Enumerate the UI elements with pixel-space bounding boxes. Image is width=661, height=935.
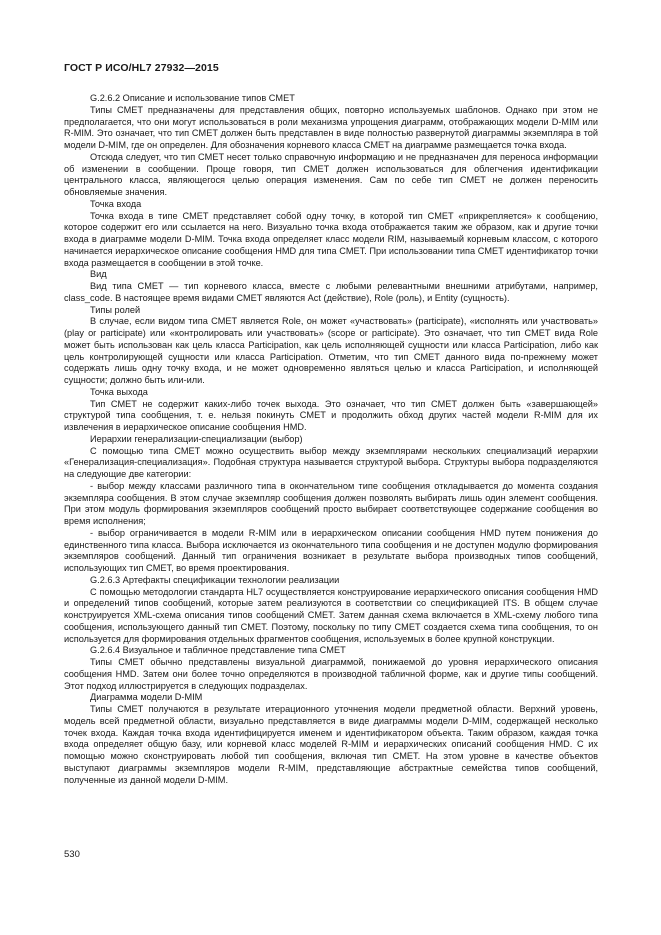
paragraph: Точка входа в типе CMET представляет собой одну точку, в которой тип CMET «прикрепляется» к сообщению, которое содержит его или ссылается на него. Визуально точка входа отображается таким же образом, как и другие точки входа в диаграмме модели D-MIM. Точка входа определяет класс модели RIM, называемый корневым классом, с которого начинается иерархическое описание сообщения HMD для типа CMET. При использовании типа CMET идентификатор точки входа размещается в сообщении в этой точке. xyxy=(64,210,598,268)
section-heading: G.2.6.4 Визуальное и табличное представление типа CMET xyxy=(90,645,346,656)
paragraph: - выбор ограничивается в модели R-MIM или в иерархическом описании сообщения HMD путем понижения до единственного типа класса. Выбора исключается из окончательного типа сообщения и не доступен модулю формирования экземпляров сообщений. Данный тип ограничения возникает в результате выбора производных типов сообщений, использующих тип CMET, во время проектирования. xyxy=(64,527,598,573)
section-heading: Типы ролей xyxy=(90,304,141,315)
page-number: 530 xyxy=(64,849,80,860)
paragraph: В случае, если видом типа CMET является Role, он может «участвовать» (participate), «исполнять или участвовать» (play or participate) или «контролировать или участвовать» (scope or participate). Это означает, что тип CMET вида Role может быть использован как цель класса Participation, как цель исполняющей сущности или класса Participation, либо как цель контролирующей сущности или класса Participation. Отметим, что тип CMET данного вида по-прежнему может содержать лишь одну точку входа, и не может одновременно являться целью и класса Participation, и исполняющей сущности; должно быть или-или. xyxy=(64,316,598,385)
body-text xyxy=(64,93,598,786)
section-heading: Точка входа xyxy=(90,198,142,209)
section-heading: Вид xyxy=(90,269,107,280)
paragraph: - выбор между классами различного типа в окончательном типе сообщения откладывается до момента создания экземпляра сообщения. В этом случае экземпляр сообщения должен позволять выбирать лишь один элемент сообщения. При этом модуль формирования экземпляров сообщений просто выбирает соответствующее содержание сообщения во время исполнения; xyxy=(64,480,598,526)
section-heading: Иерархии генерализации-специализации (выбор) xyxy=(90,433,303,444)
section-heading: G.2.6.3 Артефакты спецификации технологии реализации xyxy=(90,574,340,585)
standard-header: ГОСТ Р ИСО/HL7 27932—2015 xyxy=(64,62,219,74)
section-heading: Точка выхода xyxy=(90,386,148,397)
paragraph: Вид типа CMET — тип корневого класса, вместе с любыми релевантными внешними атрибутами, например, class_code. В настоящее время видами CMET являются Act (действие), Role (роль), и Entity (сущность). xyxy=(64,281,598,303)
paragraph: С помощью методологии стандарта HL7 осуществляется конструирование иерархического описания сообщения HMD и определений типов сообщений, которые затем реализуются в соответствии со спецификацией ITS. В общем случае конструируется XML-схема описания типов сообщений CMET. Затем данная схема включается в XML-схему любого типа сообщения, использующего данный тип CMET. Поэтому, поскольку по типу CMET создается схема типа сообщения, то он используется для формирования отдельных фрагментов сообщения, используемых в более крупной конструкции. xyxy=(64,586,598,644)
paragraph: Отсюда следует, что тип CMET несет только справочную информацию и не предназначен для переноса информации об изменении в сообщении. Проще говоря, тип CMET должен использоваться для облегчения идентификации центрального класса, являющегося целью операция изменения. Сам по себе тип CMET не должен переносить обновляемые значения. xyxy=(64,151,598,197)
section-heading: G.2.6.2 Описание и использование типов CMET xyxy=(90,93,295,103)
paragraph: Тип CMET не содержит каких-либо точек выхода. Это означает, что тип CMET должен быть «завершающей» структурой типа сообщения, т. е. нельзя покинуть CMET и продолжить обход других частей модели R-MIM для их извлечения в иерархическое описание сообщения HMD. xyxy=(64,398,598,432)
paragraph: Типы CMET получаются в результате итерационного уточнения модели предметной области. Верхний уровень, модель всей предметной области, визуально представляется в виде диаграммы модели D-MIM, содержащей несколько точек входа. Каждая точка входа идентифицируется именем и идентификатором объекта. Таким образом, каждая точка входа определяет общую базу, или корневой класс моделей R-MIM и иерархических описаний сообщения HMD. С их помощью можно сконструировать любой тип сообщения, включая тип CMET. На этом уровне в качестве объектов выступают диаграммы экземпляров модели R-MIM, представляющие абстрактные семейства типов сообщений, полученные из данной модели D-MIM. xyxy=(64,704,598,785)
paragraph: С помощью типа CMET можно осуществить выбор между экземплярами нескольких специализаций иерархии «Генерализация-специализация». Подобная структура называется структурой выбора. Структуры выбора подразделяются на следующие две категории: xyxy=(64,445,598,479)
section-heading: Диаграмма модели D-MIM xyxy=(90,692,203,703)
paragraph: Типы CMET обычно представлены визуальной диаграммой, понижаемой до уровня иерархического описания сообщения HMD. Затем они более точно определяются в производной табличной форме, как и другие типы сообщений. Этот подход иллюстрируется в следующих подразделах. xyxy=(64,657,598,691)
paragraph: Типы CMET предназначены для представления общих, повторно используемых шаблонов. Однако при этом не предполагается, что они могут использоваться в роли механизма упрощения диаграмм, отображающих модели D-MIM или R-MIM. Это означает, что тип CMET должен быть представлен в виде полностью развернутой диаграммы экземпляра в той модели D-MIM, где он определен. Для обозначения корневого класса CMET на диаграмме размещается точка входа. xyxy=(64,104,598,150)
